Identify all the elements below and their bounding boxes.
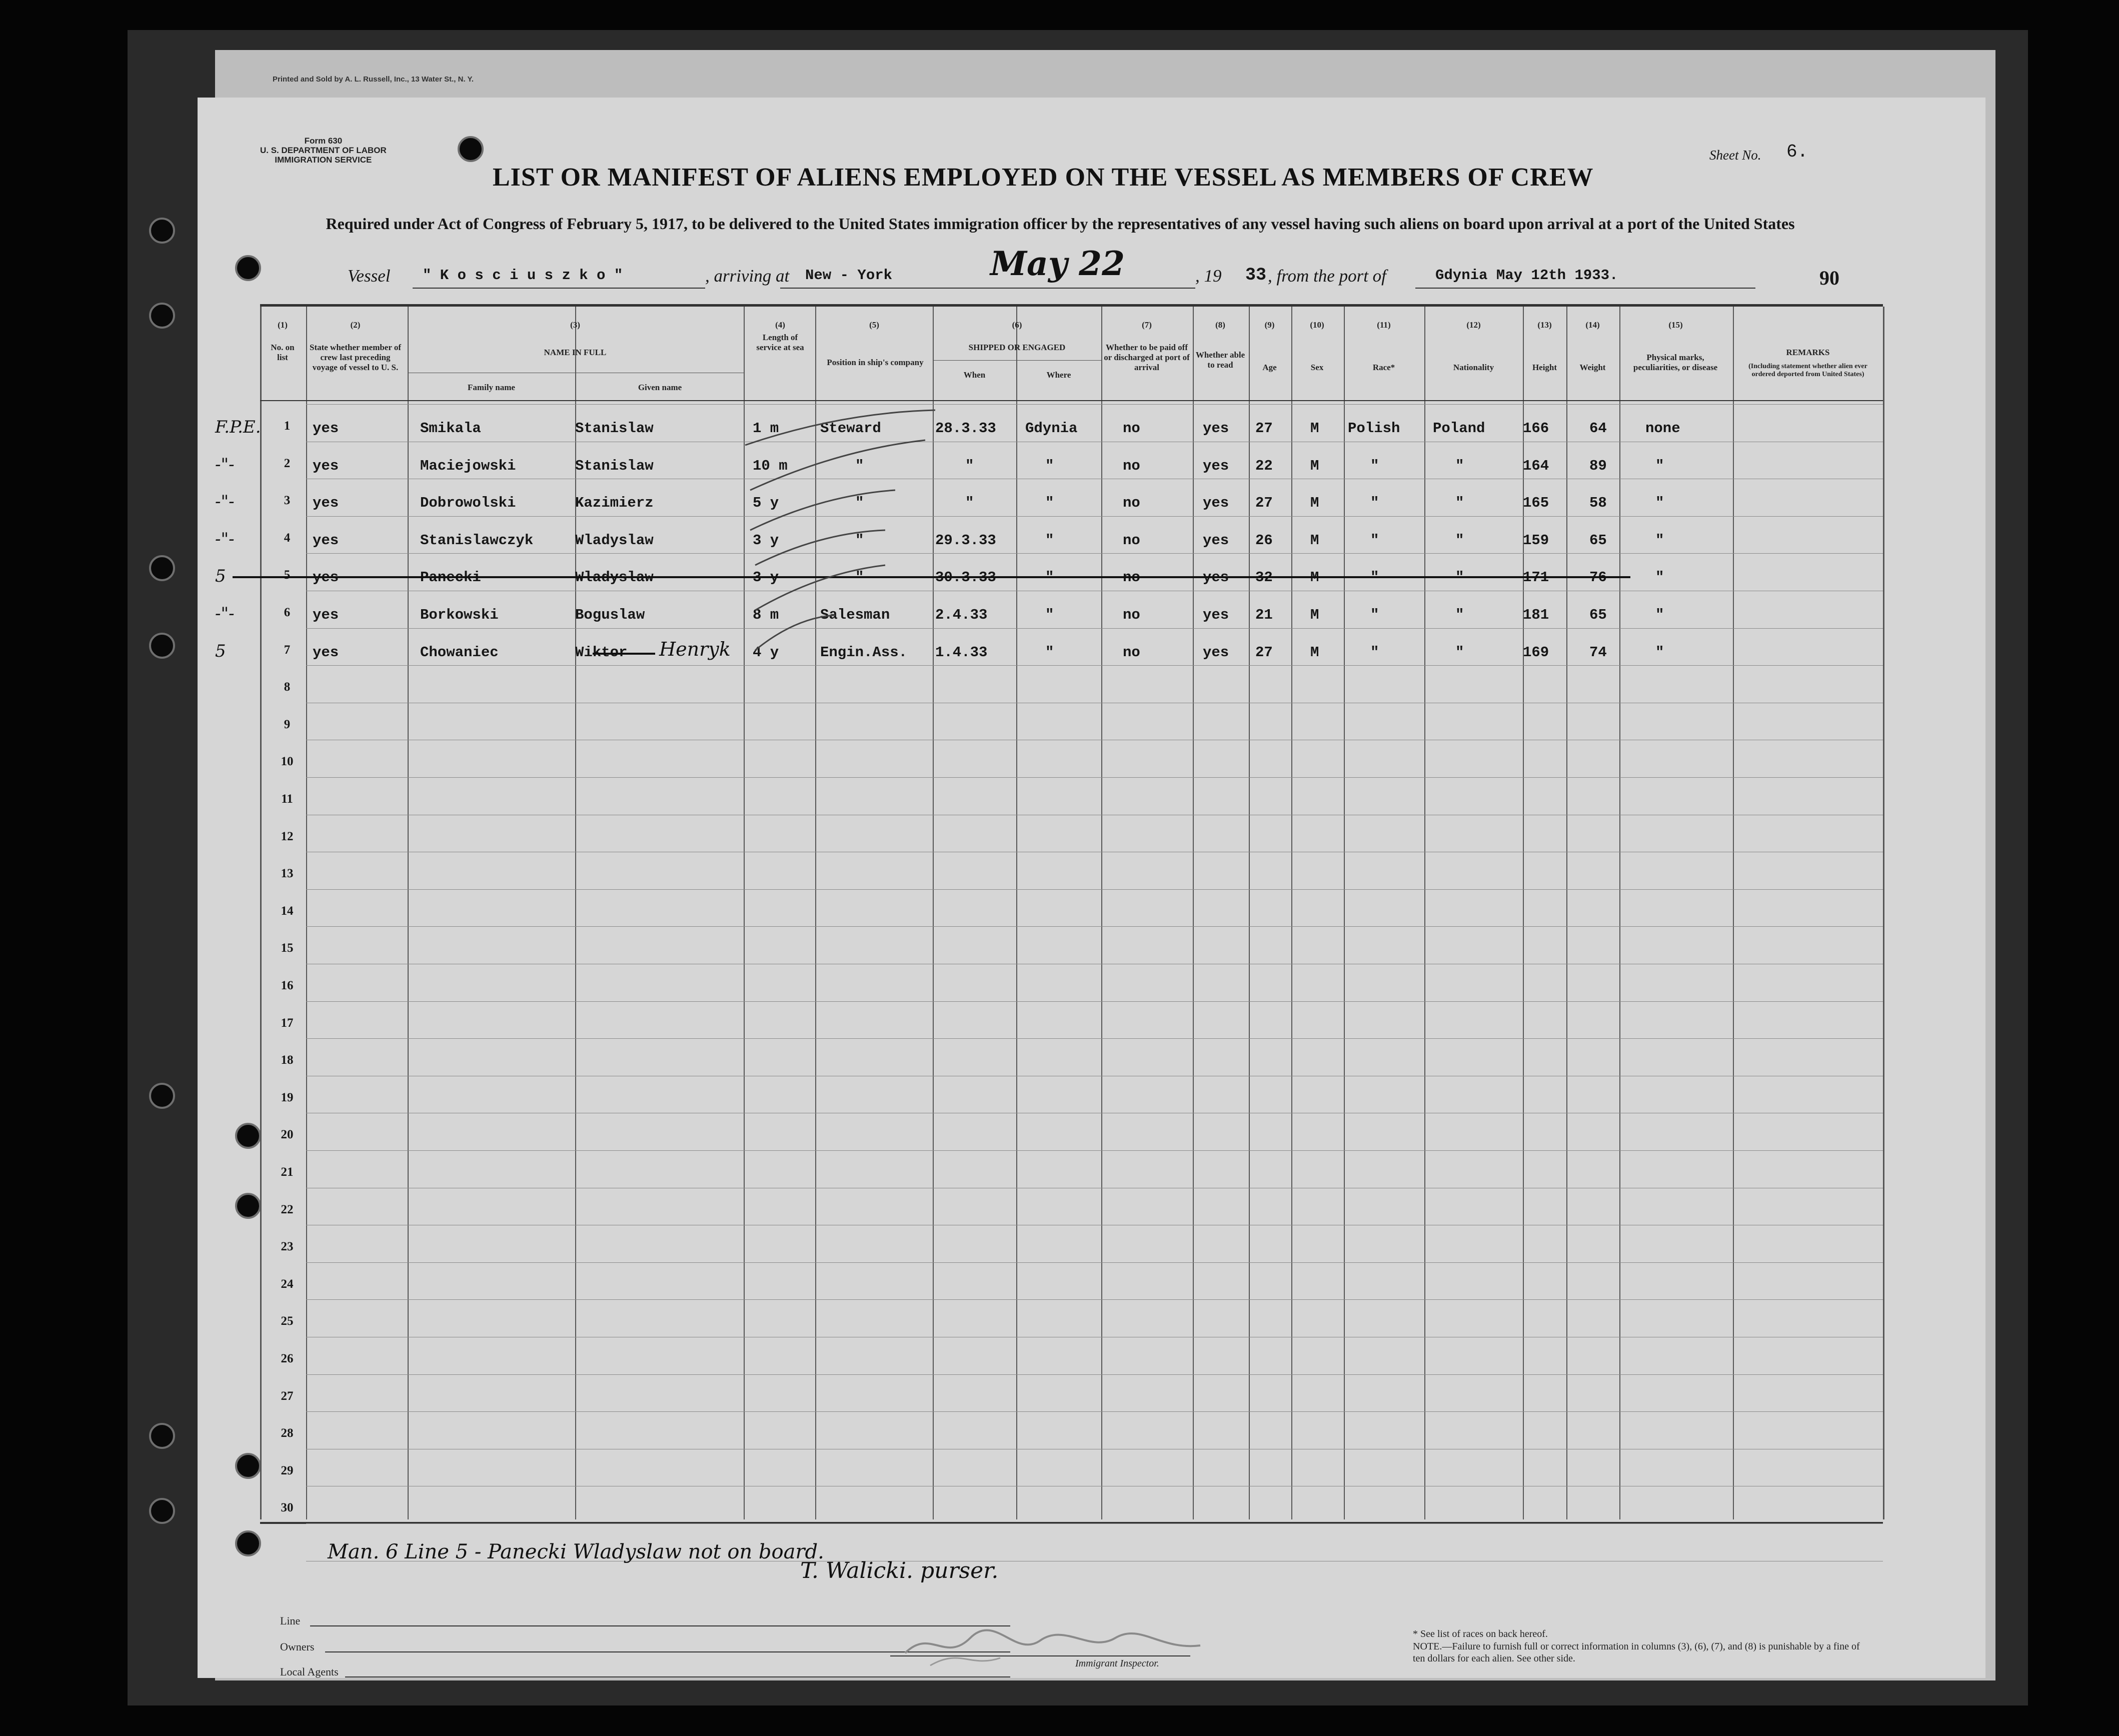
- margin-annotation: -"-: [215, 492, 235, 512]
- crew-status: yes: [313, 569, 339, 586]
- vessel-underline: [413, 288, 705, 289]
- family-name: Chowaniec: [420, 644, 499, 661]
- nationality: ": [1455, 607, 1464, 623]
- given-name: Stanislaw: [575, 420, 654, 437]
- paid-off: no: [1123, 420, 1140, 437]
- race: ": [1370, 644, 1379, 661]
- punch-hole: [149, 218, 175, 244]
- punch-hole: [149, 555, 175, 581]
- shipped-when: 29.3.33: [935, 532, 996, 549]
- column-divider: [260, 307, 262, 1519]
- able-to-read: yes: [1203, 569, 1229, 586]
- ship-position: Salesman: [820, 607, 890, 623]
- length-of-service: 1 m: [753, 420, 779, 437]
- colnum-5: (5): [869, 320, 879, 330]
- weight: 65: [1589, 607, 1607, 623]
- row-rule: [306, 628, 1883, 629]
- document-title: LIST OR MANIFEST OF ALIENS EMPLOYED ON THE VESSEL AS MEMBERS OF CREW: [493, 163, 1594, 192]
- able-to-read: yes: [1203, 644, 1229, 661]
- height: 164: [1523, 457, 1549, 474]
- column-divider: [1619, 307, 1620, 1519]
- row-number: 9: [284, 717, 291, 731]
- header-no-on-list: No. on list: [271, 343, 295, 362]
- agents-label: Local Agents: [280, 1665, 339, 1678]
- header-name-in-full: NAME IN FULL: [544, 348, 607, 357]
- able-to-read: yes: [1203, 420, 1229, 437]
- row-number: 19: [281, 1090, 294, 1104]
- page-mark: 90: [1819, 267, 1839, 289]
- row-rule: [306, 777, 1883, 778]
- age: 26: [1255, 532, 1273, 549]
- row-rule: [306, 889, 1883, 890]
- paid-off: no: [1123, 495, 1140, 512]
- header-height: Height: [1532, 363, 1557, 372]
- margin-annotation: 5: [215, 641, 226, 661]
- row-number: 7: [284, 643, 291, 657]
- ship-position: ": [855, 569, 864, 586]
- header-race: Race*: [1372, 363, 1395, 372]
- length-of-service: 3 y: [753, 569, 779, 586]
- sheet-label: Sheet No.: [1709, 148, 1761, 163]
- inspector-label: Immigrant Inspector.: [1075, 1658, 1159, 1669]
- physical-marks: ": [1655, 644, 1664, 661]
- shipped-when: 1.4.33: [935, 644, 988, 661]
- family-name: Borkowski: [420, 607, 499, 623]
- colnum-13: (13): [1537, 320, 1552, 330]
- row-number: 1: [284, 419, 291, 433]
- document-subtitle: Required under Act of Congress of February 5, 1917, to be delivered to the United States immigration officer by the representatives of any vessel having such aliens on board upon arrival at a port of the United States: [326, 215, 1795, 233]
- year-prefix: , 19: [1195, 266, 1222, 286]
- shipped-when: 30.3.33: [935, 569, 996, 586]
- colnum-15: (15): [1668, 320, 1683, 330]
- column-divider: [1883, 307, 1884, 1519]
- header-weight: Weight: [1579, 363, 1606, 372]
- sex: M: [1310, 495, 1319, 512]
- row-number: 12: [281, 829, 294, 843]
- header-divider: [933, 360, 1101, 361]
- shipped-where: Gdynia: [1025, 420, 1078, 437]
- ship-position: Engin.Ass.: [820, 644, 908, 661]
- header-given-name: Given name: [638, 383, 682, 392]
- given-name: Kazimierz: [575, 495, 654, 512]
- row-number: 21: [281, 1165, 294, 1179]
- row-number: 24: [281, 1277, 294, 1291]
- paid-off: no: [1123, 607, 1140, 623]
- weight: 65: [1589, 532, 1607, 549]
- margin-annotation: -"-: [215, 604, 235, 624]
- colnum-7: (7): [1142, 320, 1152, 330]
- age: 27: [1255, 420, 1273, 437]
- row-number: 3: [284, 494, 291, 508]
- paid-off: no: [1123, 569, 1140, 586]
- physical-marks: ": [1655, 532, 1664, 549]
- shipped-when: 28.3.33: [935, 420, 996, 437]
- port-underline: [1415, 288, 1755, 289]
- header-shipped-engaged: SHIPPED OR ENGAGED: [968, 343, 1066, 352]
- colnum-12: (12): [1466, 320, 1481, 330]
- row-rule: [306, 665, 1883, 666]
- colnum-10: (10): [1310, 320, 1324, 330]
- column-divider: [1016, 307, 1017, 1519]
- row-number: 2: [284, 456, 291, 470]
- age: 27: [1255, 495, 1273, 512]
- column-divider: [1193, 307, 1194, 1519]
- race: ": [1370, 607, 1379, 623]
- row-number: 26: [281, 1352, 294, 1365]
- weight: 64: [1589, 420, 1607, 437]
- shipped-where: ": [1045, 457, 1054, 474]
- column-divider: [575, 307, 576, 1519]
- row-rule: [306, 1299, 1883, 1300]
- length-of-service: 4 y: [753, 644, 779, 661]
- vessel-name: " K o s c i u s z k o ": [423, 267, 623, 284]
- shipped-where: ": [1045, 495, 1054, 512]
- row-number: 5: [284, 568, 291, 582]
- colnum-6: (6): [1012, 320, 1022, 330]
- nationality: ": [1455, 495, 1464, 512]
- row-rule: [306, 1523, 1883, 1524]
- header-crew-member: State whether member of crew last preceding voyage of vessel to U. S.: [309, 343, 401, 372]
- row-number: 25: [281, 1314, 294, 1328]
- header-bottom-rule: [260, 400, 1883, 401]
- row-number: 28: [281, 1426, 294, 1440]
- margin-annotation: F.P.E.: [215, 417, 261, 437]
- punch-hole: [149, 1498, 175, 1524]
- ship-position: ": [855, 457, 864, 474]
- row-rule: [306, 1150, 1883, 1151]
- race: Polish: [1348, 420, 1400, 437]
- colnum-3: (3): [570, 320, 580, 330]
- margin-annotation: 5: [215, 566, 226, 587]
- arrival-date-handwritten: May 22: [990, 244, 1125, 283]
- row-number: 10: [281, 755, 294, 769]
- row-number: 29: [281, 1463, 294, 1477]
- able-to-read: yes: [1203, 457, 1229, 474]
- family-name: Stanislawczyk: [420, 532, 534, 549]
- nationality: ": [1455, 457, 1464, 474]
- family-name: Dobrowolski: [420, 495, 516, 512]
- races-note: * See list of races on back hereof.: [1413, 1628, 1548, 1639]
- sex: M: [1310, 420, 1319, 437]
- header-length-service: Length of service at sea: [756, 333, 804, 352]
- weight: 76: [1589, 569, 1607, 586]
- row-number: 6: [284, 606, 291, 619]
- penalty-note: NOTE.—Failure to furnish full or correct information in columns (3), (6), (7), and (8) is punishable by a fine of ten dollars for each alien. See other side.: [1413, 1641, 1860, 1664]
- race: ": [1370, 569, 1379, 586]
- form-line-3: IMMIGRATION SERVICE: [275, 155, 372, 165]
- purser-signature: T. Walicki. purser.: [800, 1558, 999, 1583]
- punch-hole: [235, 255, 261, 281]
- row-number: 16: [281, 979, 294, 992]
- arrival-underline: [780, 288, 1195, 289]
- margin-annotation: -"-: [215, 529, 235, 549]
- crew-status: yes: [313, 532, 339, 549]
- ship-position: Steward: [820, 420, 881, 437]
- shipped-when: 2.4.33: [935, 607, 988, 623]
- colnum-9: (9): [1264, 320, 1275, 330]
- race: ": [1370, 457, 1379, 474]
- height: 171: [1523, 569, 1549, 586]
- header-paid-off: Whether to be paid off or discharged at port of arrival: [1104, 343, 1190, 372]
- row-number: 23: [281, 1240, 294, 1254]
- colnum-8: (8): [1215, 320, 1225, 330]
- manifest-table-frame: [260, 304, 1883, 1524]
- physical-marks: ": [1655, 495, 1664, 512]
- sex: M: [1310, 644, 1319, 661]
- row-rule: [306, 553, 1883, 554]
- row-number: 20: [281, 1128, 294, 1142]
- arrival-port: New - York: [805, 267, 893, 284]
- pen-check-marks: [735, 400, 945, 670]
- row-number: 18: [281, 1053, 294, 1067]
- row-rule: [306, 1262, 1883, 1263]
- header-remarks-sub: (Including statement whether alien ever ordered deported from United States): [1748, 363, 1867, 378]
- shipped-when: ": [965, 457, 974, 474]
- row-rule: [306, 404, 1883, 405]
- margin-annotation: -"-: [215, 454, 235, 475]
- age: 27: [1255, 644, 1273, 661]
- punch-hole: [149, 1423, 175, 1449]
- column-divider: [306, 307, 307, 1519]
- ship-position: ": [855, 532, 864, 549]
- age: 21: [1255, 607, 1273, 623]
- age: 32: [1255, 569, 1273, 586]
- able-to-read: yes: [1203, 532, 1229, 549]
- sex: M: [1310, 569, 1319, 586]
- header-family-name: Family name: [468, 383, 515, 392]
- colnum-2: (2): [350, 320, 361, 330]
- physical-marks: ": [1655, 457, 1664, 474]
- nationality: ": [1455, 644, 1464, 661]
- sheet-number: 6.: [1786, 142, 1808, 162]
- given-name-strikethrough: [593, 653, 655, 655]
- column-divider: [1291, 307, 1292, 1519]
- crew-status: yes: [313, 495, 339, 512]
- paid-off: no: [1123, 457, 1140, 474]
- printer-credit: Printed and Sold by A. L. Russell, Inc., 13 Water St., N. Y.: [273, 75, 474, 84]
- given-name: Boguslaw: [575, 607, 645, 623]
- crew-status: yes: [313, 607, 339, 623]
- vessel-label: Vessel: [348, 266, 391, 286]
- header-able-read: Whether able to read: [1195, 350, 1245, 370]
- crew-status: yes: [313, 420, 339, 437]
- header-where: Where: [1046, 370, 1071, 380]
- shipped-where: ": [1045, 532, 1054, 549]
- row-number: 11: [281, 792, 293, 806]
- arriving-label: , arriving at: [705, 266, 790, 286]
- row-rule: [306, 1001, 1883, 1002]
- row-number: 13: [281, 867, 294, 881]
- able-to-read: yes: [1203, 495, 1229, 512]
- row-number: 15: [281, 941, 294, 955]
- length-of-service: 10 m: [753, 457, 788, 474]
- nationality: ": [1455, 532, 1464, 549]
- departure-port: Gdynia May 12th 1933.: [1435, 267, 1618, 284]
- sex: M: [1310, 457, 1319, 474]
- colnum-14: (14): [1585, 320, 1600, 330]
- handwritten-note: Man. 6 Line 5 - Panecki Wladyslaw not on board.: [328, 1540, 824, 1563]
- height: 159: [1523, 532, 1549, 549]
- column-divider: [1249, 307, 1250, 1519]
- form-line-2: U. S. DEPARTMENT OF LABOR: [260, 146, 387, 155]
- given-name-correction: Henryk: [659, 638, 731, 660]
- row-rule: [306, 1374, 1883, 1375]
- physical-marks: ": [1655, 569, 1664, 586]
- port-label: , from the port of: [1268, 266, 1386, 286]
- row-number: 14: [281, 904, 294, 918]
- row-rule: [306, 1411, 1883, 1412]
- race: ": [1370, 495, 1379, 512]
- family-name: Maciejowski: [420, 457, 516, 474]
- punch-hole: [235, 1453, 261, 1479]
- colnum-11: (11): [1377, 320, 1391, 330]
- row-rule: [306, 516, 1883, 517]
- colnum-4: (4): [775, 320, 785, 330]
- weight: 58: [1589, 495, 1607, 512]
- column-divider: [1101, 307, 1102, 1519]
- paid-off: no: [1123, 532, 1140, 549]
- column-divider: [1566, 307, 1567, 1519]
- age: 22: [1255, 457, 1273, 474]
- year-value: 33: [1245, 265, 1267, 285]
- column-divider: [1733, 307, 1734, 1519]
- header-when: When: [963, 370, 986, 380]
- header-position: Position in ship's company: [827, 358, 924, 367]
- row-rule: [306, 926, 1883, 927]
- punch-hole: [235, 1193, 261, 1219]
- line-label: Line: [280, 1614, 301, 1627]
- given-name: Wladyslaw: [575, 532, 654, 549]
- row-number: 4: [284, 531, 291, 545]
- row-number: 17: [281, 1016, 294, 1030]
- shipped-where: ": [1045, 607, 1054, 623]
- inspector-signature-mark: [900, 1618, 1210, 1673]
- weight: 74: [1589, 644, 1607, 661]
- form-number-block: [260, 136, 387, 165]
- punch-hole: [149, 303, 175, 329]
- height: 169: [1523, 644, 1549, 661]
- shipped-when: ": [965, 495, 974, 512]
- able-to-read: yes: [1203, 607, 1229, 623]
- crew-status: yes: [313, 457, 339, 474]
- punch-hole: [149, 1083, 175, 1109]
- height: 166: [1523, 420, 1549, 437]
- length-of-service: 3 y: [753, 532, 779, 549]
- nationality: ": [1455, 569, 1464, 586]
- colnum-1: (1): [278, 320, 288, 330]
- header-remarks: REMARKS: [1786, 348, 1830, 357]
- given-name: Wladyslaw: [575, 569, 654, 586]
- row-number: 22: [281, 1202, 294, 1216]
- given-name: Stanislaw: [575, 457, 654, 474]
- family-name: Panecki: [420, 569, 481, 586]
- row-number: 8: [284, 680, 291, 694]
- ship-position: ": [855, 495, 864, 512]
- owners-label: Owners: [280, 1640, 315, 1653]
- physical-marks: ": [1655, 607, 1664, 623]
- weight: 89: [1589, 457, 1607, 474]
- row-number: 30: [281, 1501, 294, 1515]
- sex: M: [1310, 532, 1319, 549]
- crew-status: yes: [313, 644, 339, 661]
- form-line-1: Form 630: [304, 136, 343, 146]
- column-divider: [1523, 307, 1524, 1519]
- height: 165: [1523, 495, 1549, 512]
- given-name: Wiktor: [575, 644, 628, 661]
- punch-hole: [458, 136, 484, 162]
- punch-hole: [235, 1530, 261, 1556]
- shipped-where: ": [1045, 644, 1054, 661]
- punch-hole: [149, 633, 175, 659]
- inspector-underline: [890, 1655, 1190, 1656]
- sex: M: [1310, 607, 1319, 623]
- header-physical-marks: Physical marks, peculiarities, or disease: [1633, 353, 1718, 372]
- height: 181: [1523, 607, 1549, 623]
- agents-field-underline: [345, 1676, 1010, 1677]
- column-divider: [1424, 307, 1425, 1519]
- paid-off: no: [1123, 644, 1140, 661]
- nationality: Poland: [1433, 420, 1485, 437]
- length-of-service: 8 m: [753, 607, 779, 623]
- header-age: Age: [1262, 363, 1277, 372]
- column-divider: [408, 307, 409, 1519]
- length-of-service: 5 y: [753, 495, 779, 512]
- row-rule: [306, 1038, 1883, 1039]
- header-sex: Sex: [1310, 363, 1324, 372]
- column-divider: [1344, 307, 1345, 1519]
- physical-marks: none: [1645, 420, 1680, 437]
- header-nationality: Nationality: [1453, 363, 1494, 372]
- shipped-where: ": [1045, 569, 1054, 586]
- race: ": [1370, 532, 1379, 549]
- family-name: Smikala: [420, 420, 481, 437]
- punch-hole: [235, 1123, 261, 1149]
- row-number: 27: [281, 1389, 294, 1403]
